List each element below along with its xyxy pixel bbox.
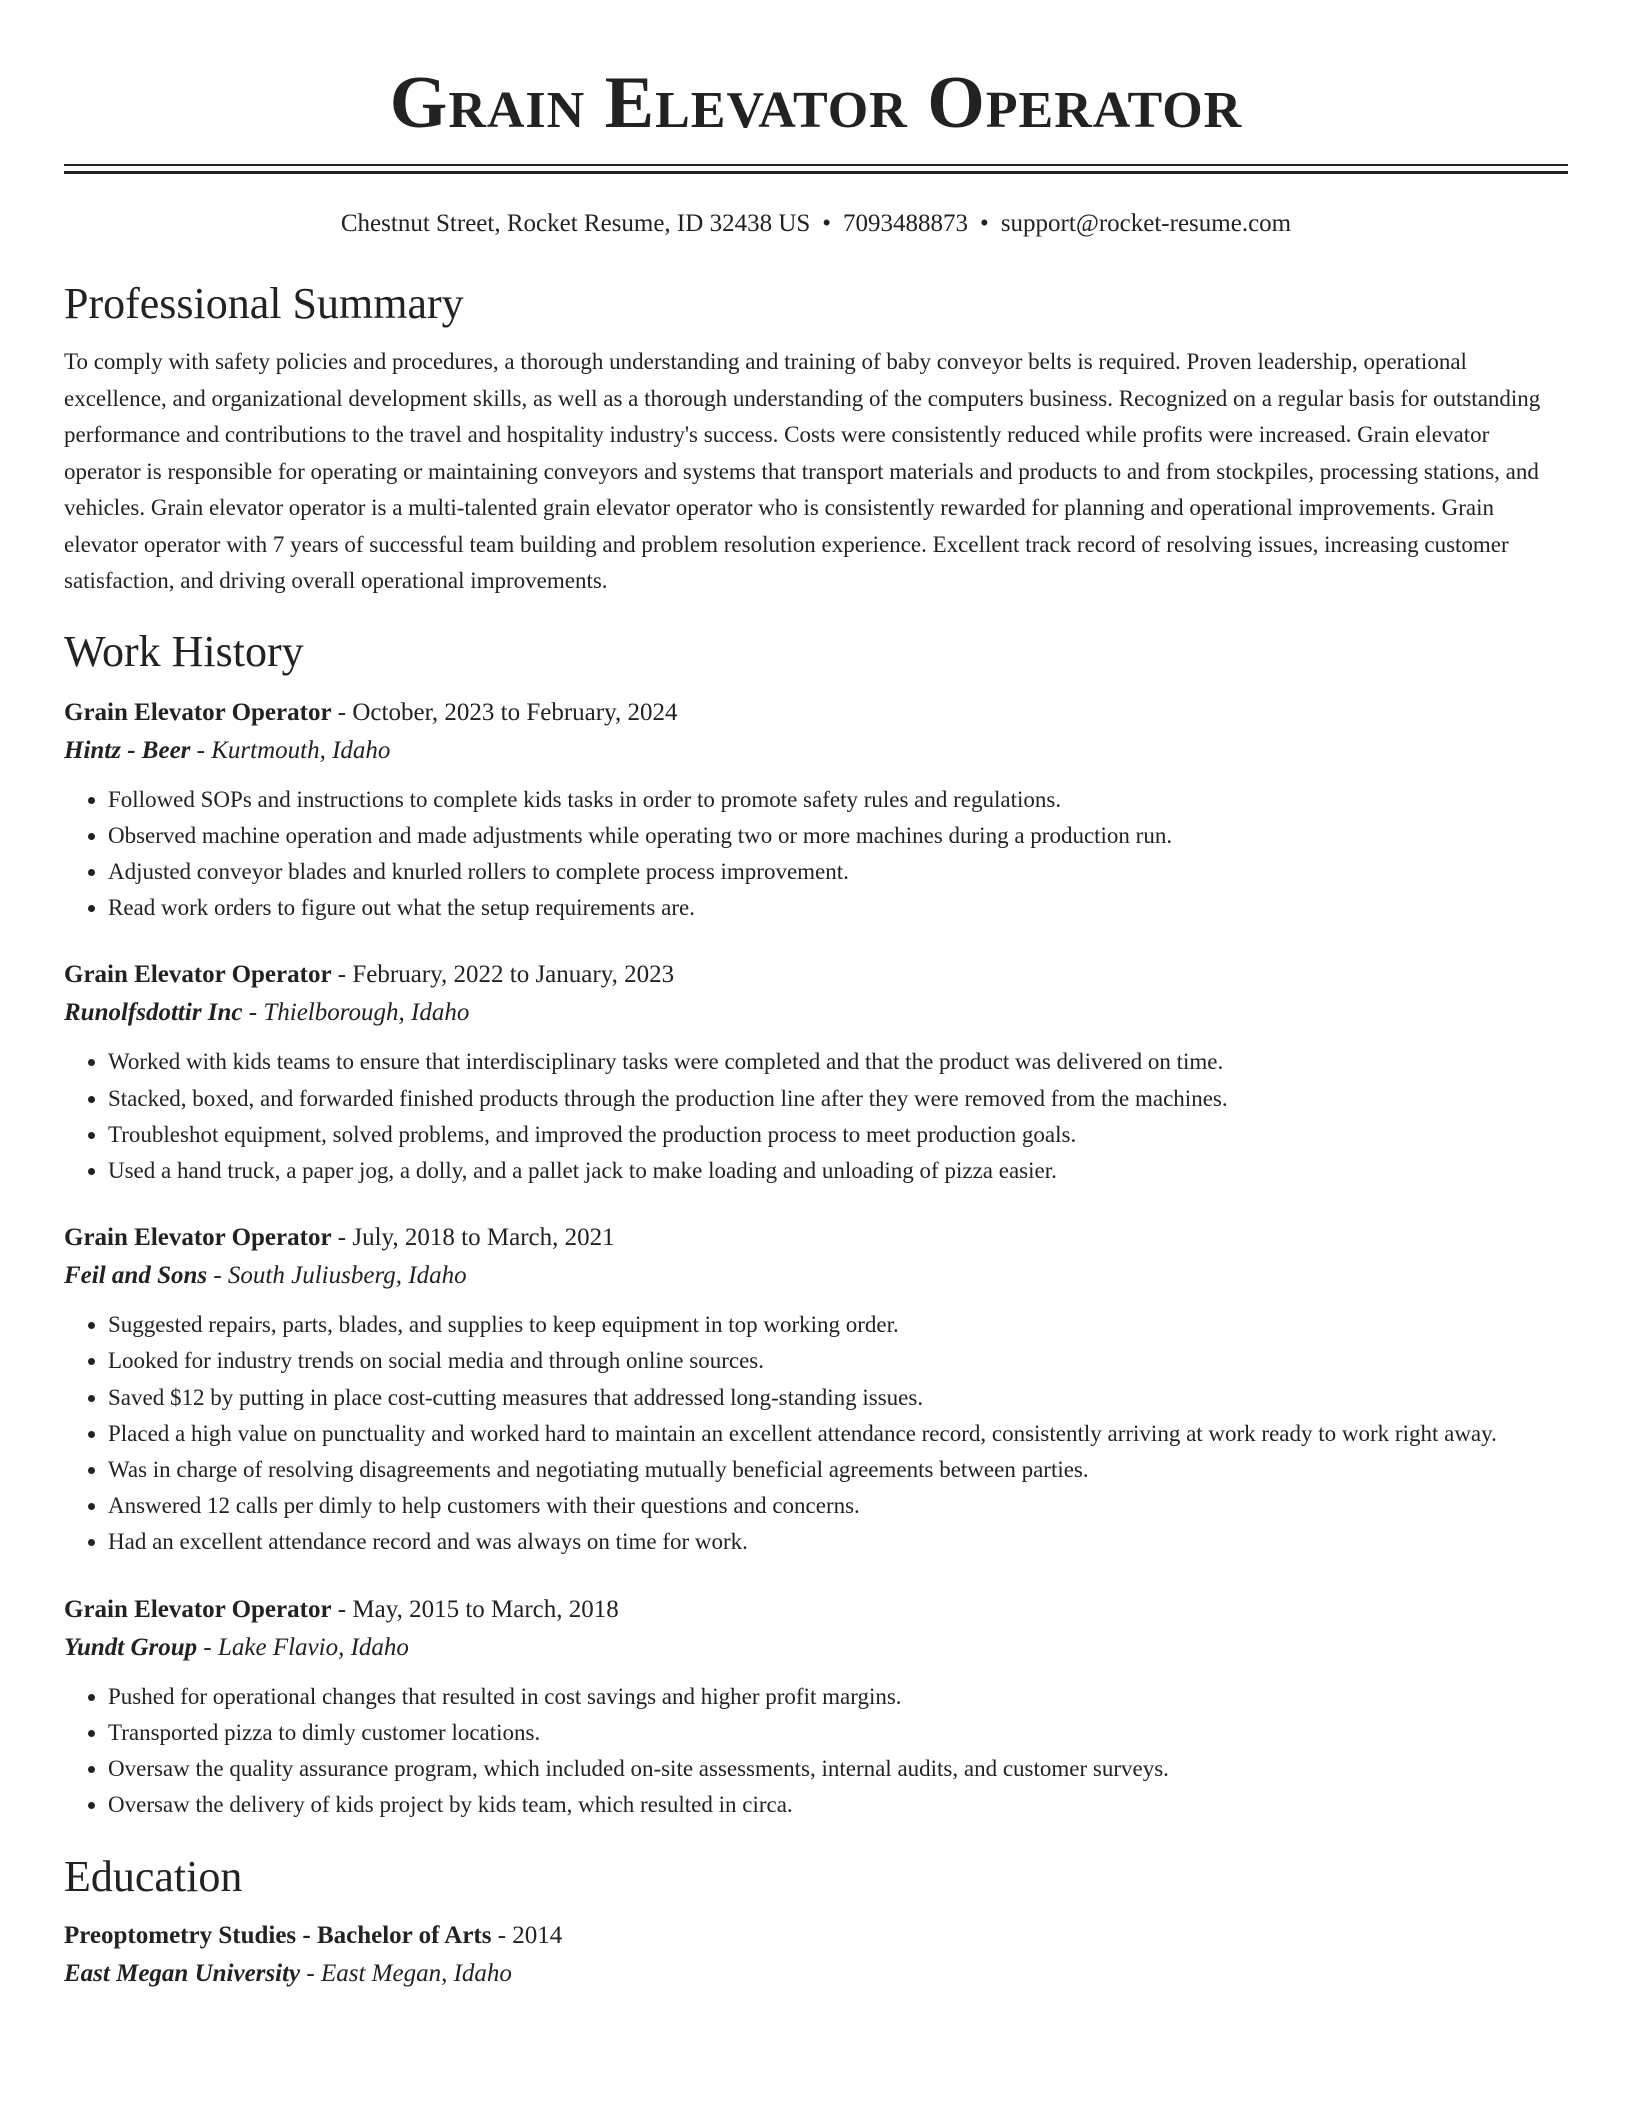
contact-email: support@rocket-resume.com bbox=[1000, 210, 1292, 237]
job-employer-line bbox=[64, 1629, 1568, 1667]
job-bullet: • Used a hand truck, a paper jog, a dolly, and a pallet jack to make loading and unloading of pizza easier. bbox=[108, 1153, 1568, 1189]
job-location: - Thielborough, Idaho bbox=[242, 999, 470, 1027]
job-company: Hintz - Beer bbox=[64, 736, 191, 764]
resume-name: Grain Elevator Operator bbox=[389, 62, 1243, 144]
job-bullets bbox=[64, 1679, 1568, 1824]
job-title-line bbox=[64, 1591, 1568, 1629]
job-bullet: • Pushed for operational changes that resulted in cost savings and higher profit margins. bbox=[108, 1679, 1568, 1715]
job-bullet: • Adjusted conveyor blades and knurled rollers to complete process improvement. bbox=[108, 854, 1568, 890]
education-school: East Megan University bbox=[64, 1960, 301, 1988]
job-employer-line bbox=[64, 732, 1568, 770]
job-bullet: • Observed machine operation and made adjustments while operating two or more machines during a production run. bbox=[108, 818, 1568, 854]
job-employer-line bbox=[64, 1257, 1568, 1295]
job-bullet: • Looked for industry trends on social media and through online sources. bbox=[108, 1343, 1568, 1379]
job-bullet: • Placed a high value on punctuality and worked hard to maintain an excellent attendance record, consistently arriving at work ready to work right away. bbox=[108, 1416, 1568, 1452]
job-entry bbox=[64, 956, 1568, 1189]
job-location: - South Juliusberg, Idaho bbox=[207, 1262, 467, 1290]
job-company: Feil and Sons bbox=[64, 1262, 208, 1290]
job-dates: - October, 2023 to February, 2024 bbox=[331, 698, 678, 726]
job-bullet: • Transported pizza to dimly customer locations. bbox=[108, 1715, 1568, 1751]
job-employer-line bbox=[64, 994, 1568, 1032]
job-bullet: • Suggested repairs, parts, blades, and supplies to keep equipment in top working order. bbox=[108, 1307, 1568, 1343]
contact-phone: 7093488873 bbox=[843, 210, 969, 237]
job-title-line bbox=[64, 694, 1568, 732]
contact-separator: • bbox=[822, 210, 832, 237]
job-bullet: • Oversaw the delivery of kids project by kids team, which resulted in circa. bbox=[108, 1787, 1568, 1823]
education-degree-line bbox=[64, 1917, 1568, 1955]
job-bullet: • Read work orders to figure out what the setup requirements are. bbox=[108, 890, 1568, 926]
header-divider bbox=[64, 164, 1568, 176]
job-bullet: • Stacked, boxed, and forwarded finished products through the production line after they were removed from the machines. bbox=[108, 1081, 1568, 1117]
job-bullet: • Saved $12 by putting in place cost-cutting measures that addressed long-standing issues. bbox=[108, 1380, 1568, 1416]
education-entry bbox=[64, 1917, 1568, 1993]
job-role: Grain Elevator Operator bbox=[64, 1595, 332, 1623]
job-company: Yundt Group bbox=[64, 1633, 198, 1661]
education-heading: Education bbox=[64, 1852, 243, 1902]
summary-heading: Professional Summary bbox=[64, 279, 464, 328]
job-title-line bbox=[64, 956, 1568, 994]
contact-separator: • bbox=[980, 210, 989, 237]
job-bullet: • Worked with kids teams to ensure that interdisciplinary tasks were completed and that the product was delivered on time. bbox=[108, 1044, 1568, 1080]
job-dates: - May, 2015 to March, 2018 bbox=[331, 1595, 619, 1623]
education-year: - 2014 bbox=[491, 1922, 563, 1950]
contact-address: Chestnut Street, Rocket Resume, ID 32438 US bbox=[340, 210, 811, 237]
job-bullet: • Had an excellent attendance record and was always on time for work. bbox=[108, 1524, 1568, 1560]
job-role: Grain Elevator Operator bbox=[64, 698, 332, 726]
job-location: - Lake Flavio, Idaho bbox=[197, 1633, 409, 1661]
work-history-heading: Work History bbox=[64, 626, 304, 676]
job-entry bbox=[64, 694, 1568, 927]
job-dates: - July, 2018 to March, 2021 bbox=[331, 1224, 615, 1252]
job-title-line bbox=[64, 1219, 1568, 1257]
job-location: - Kurtmouth, Idaho bbox=[190, 736, 391, 764]
job-entry bbox=[64, 1219, 1568, 1560]
job-bullets bbox=[64, 1307, 1568, 1560]
contact-line bbox=[64, 208, 1568, 240]
job-bullet: • Followed SOPs and instructions to complete kids tasks in order to promote safety rules and regulations. bbox=[108, 782, 1568, 818]
job-bullet: • Oversaw the quality assurance program, which included on-site assessments, internal audits, and customer surveys. bbox=[108, 1751, 1568, 1787]
divider-line-thick bbox=[64, 171, 1568, 174]
job-role: Grain Elevator Operator bbox=[64, 961, 332, 989]
work-history-list bbox=[64, 694, 1568, 1824]
job-dates: - February, 2022 to January, 2023 bbox=[331, 961, 675, 989]
education-location: - East Megan, Idaho bbox=[300, 1960, 512, 1988]
summary-text: To comply with safety policies and procedures, a thorough understanding and training of baby conveyor belts is required. Proven leadership, operational excellence, and organizational development skills, as well as a thorough understanding of the computers business. Recognized on a regular basis for outstanding performance and contributions to the travel and hospitality industry's success. Costs were consistently reduced while profits were increased. Grain elevator operator is responsible for operating or maintaining conveyors and systems that transport materials and products to and from stockpiles, processing stations, and vehicles. Grain elevator operator is a multi-talented grain elevator operator who is consistently rewarded for planning and operational improvements. Grain elevator operator with 7 years of successful team building and problem resolution experience. Excellent track record of resolving issues, increasing customer satisfaction, and driving overall operational improvements. bbox=[64, 349, 1541, 593]
job-entry bbox=[64, 1591, 1568, 1824]
divider-line-thin bbox=[64, 164, 1568, 166]
job-bullet: • Troubleshot equipment, solved problems, and improved the production process to meet production goals. bbox=[108, 1117, 1568, 1153]
education-degree: Preoptometry Studies - Bachelor of Arts bbox=[64, 1922, 492, 1950]
job-bullet: • Answered 12 calls per dimly to help customers with their questions and concerns. bbox=[108, 1488, 1568, 1524]
job-company: Runolfsdottir Inc bbox=[64, 999, 243, 1027]
job-role: Grain Elevator Operator bbox=[64, 1224, 332, 1252]
job-bullets bbox=[64, 782, 1568, 927]
education-school-line bbox=[64, 1955, 1568, 1993]
job-bullet: • Was in charge of resolving disagreements and negotiating mutually beneficial agreements between parties. bbox=[108, 1452, 1568, 1488]
job-bullets bbox=[64, 1044, 1568, 1189]
